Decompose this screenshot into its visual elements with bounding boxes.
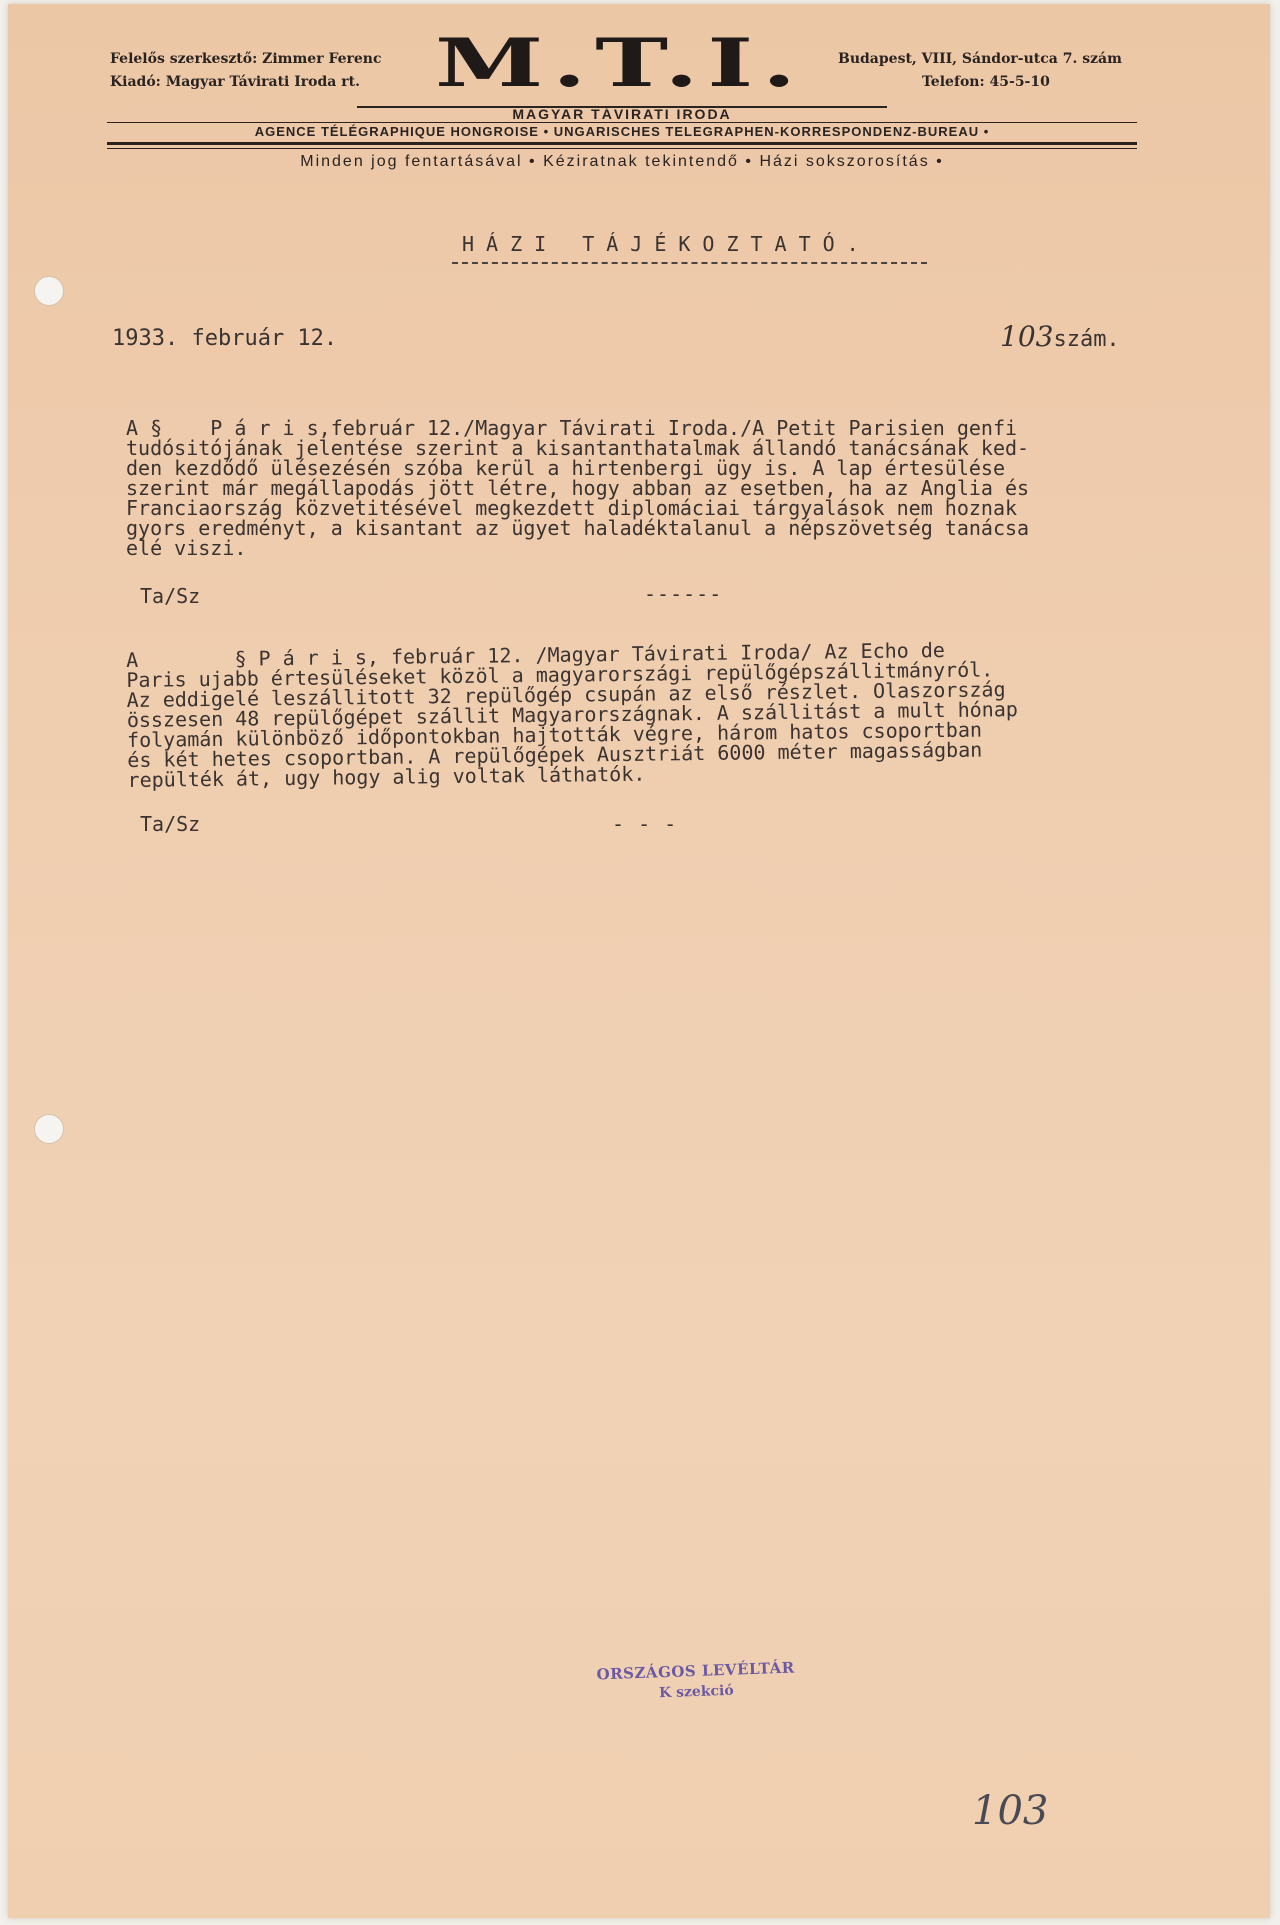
article-1-initials: Ta/Sz [140, 584, 201, 608]
title-underline [452, 262, 927, 264]
letterhead-right [838, 48, 1122, 94]
band-rule-thick [107, 142, 1137, 145]
issue-suffix: szám. [1053, 327, 1120, 352]
document-title: HÁZI TÁJÉKOZTATÓ. [462, 232, 871, 256]
band-rule-thin [107, 148, 1137, 149]
issue-number [1000, 320, 1120, 353]
publisher-line: Kiadó: Magyar Távirati Iroda rt. [110, 74, 360, 90]
rights-notice: Minden jog fentartásával • Kéziratnak tekintendő • Házi sokszorosítás • [300, 153, 944, 170]
handwritten-page-number: 103 [972, 1788, 1049, 1834]
phone-line: Telefon: 45-5-10 [922, 74, 1050, 90]
article-paris-echo-de-paris: A § P á r i s, február 12. /Magyar Távirati Iroda/ Az Echo de Paris ujabb értesüléseket közöl a magyarországi repülőgépszállitmányról. Az eddigelé leszállitott 32 repülőgép csupán az első részlet. Olaszország összesen 48 repülőgépet szállit Magyarországnak. A szállitást a mult hónap folyamán különböző időpontokban hajtották végre, három hatos csoportban és két hetes csoportban. A repülőgépek Ausztriát 6000 méter magasságban repülték át, ugy hogy alig voltak láthatók. [125, 637, 1018, 792]
article-paris-petit-parisien: A § P á r i s,február 12./Magyar Távirati Iroda./A Petit Parisien genfi tudósitójának jelentése szerint a kisantanthatalmak állandó tanácsának ked- den kezdődő ülésezésén szóba kerül a hirtenbergi ügy is. A lap értesülése szerint már megállapodás jött létre, hogy abban az esetben, ha az Anglia és Franciaország közvetitésével megkezdett diplomáciai tárgyalások nem hoznak gyors eredményt, a kisantant az ügyet haladéktalanul a népszövetség tanácsa elé viszi. [126, 416, 1030, 560]
band-rule-mid [107, 122, 1137, 123]
document-date: 1933. február 12. [112, 326, 338, 351]
archive-stamp [585, 1658, 806, 1704]
issue-number-handwritten: 103 [1000, 320, 1054, 353]
agency-multilingual: AGENCE TÉLÉGRAPHIQUE HONGROISE • UNGARISCHES TELEGRAPHEN-KORRESPONDENZ-BUREAU • [254, 124, 990, 139]
document-sheet [8, 4, 1270, 1918]
article-1-separator: ------ [644, 582, 723, 606]
agency-name: MAGYAR TÁVIRATI IRODA [512, 106, 732, 122]
punch-hole-bottom [34, 1114, 64, 1144]
article-2-initials: Ta/Sz [140, 812, 201, 836]
mti-logo-text: M.T.I. [435, 34, 805, 90]
editor-line: Felelős szerkesztő: Zimmer Ferenc [110, 51, 382, 67]
agency-band [107, 96, 1137, 176]
address-line: Budapest, VIII, Sándor-utca 7. szám [838, 51, 1122, 67]
letterhead-left [110, 48, 382, 94]
archive-stamp-title: ORSZÁGOS LEVÉLTÁR [596, 1658, 796, 1684]
archive-stamp-section: K szekció [658, 1682, 734, 1702]
punch-hole-top [34, 276, 64, 306]
article-2-separator: - - - [612, 812, 678, 836]
mti-logo [430, 34, 810, 90]
